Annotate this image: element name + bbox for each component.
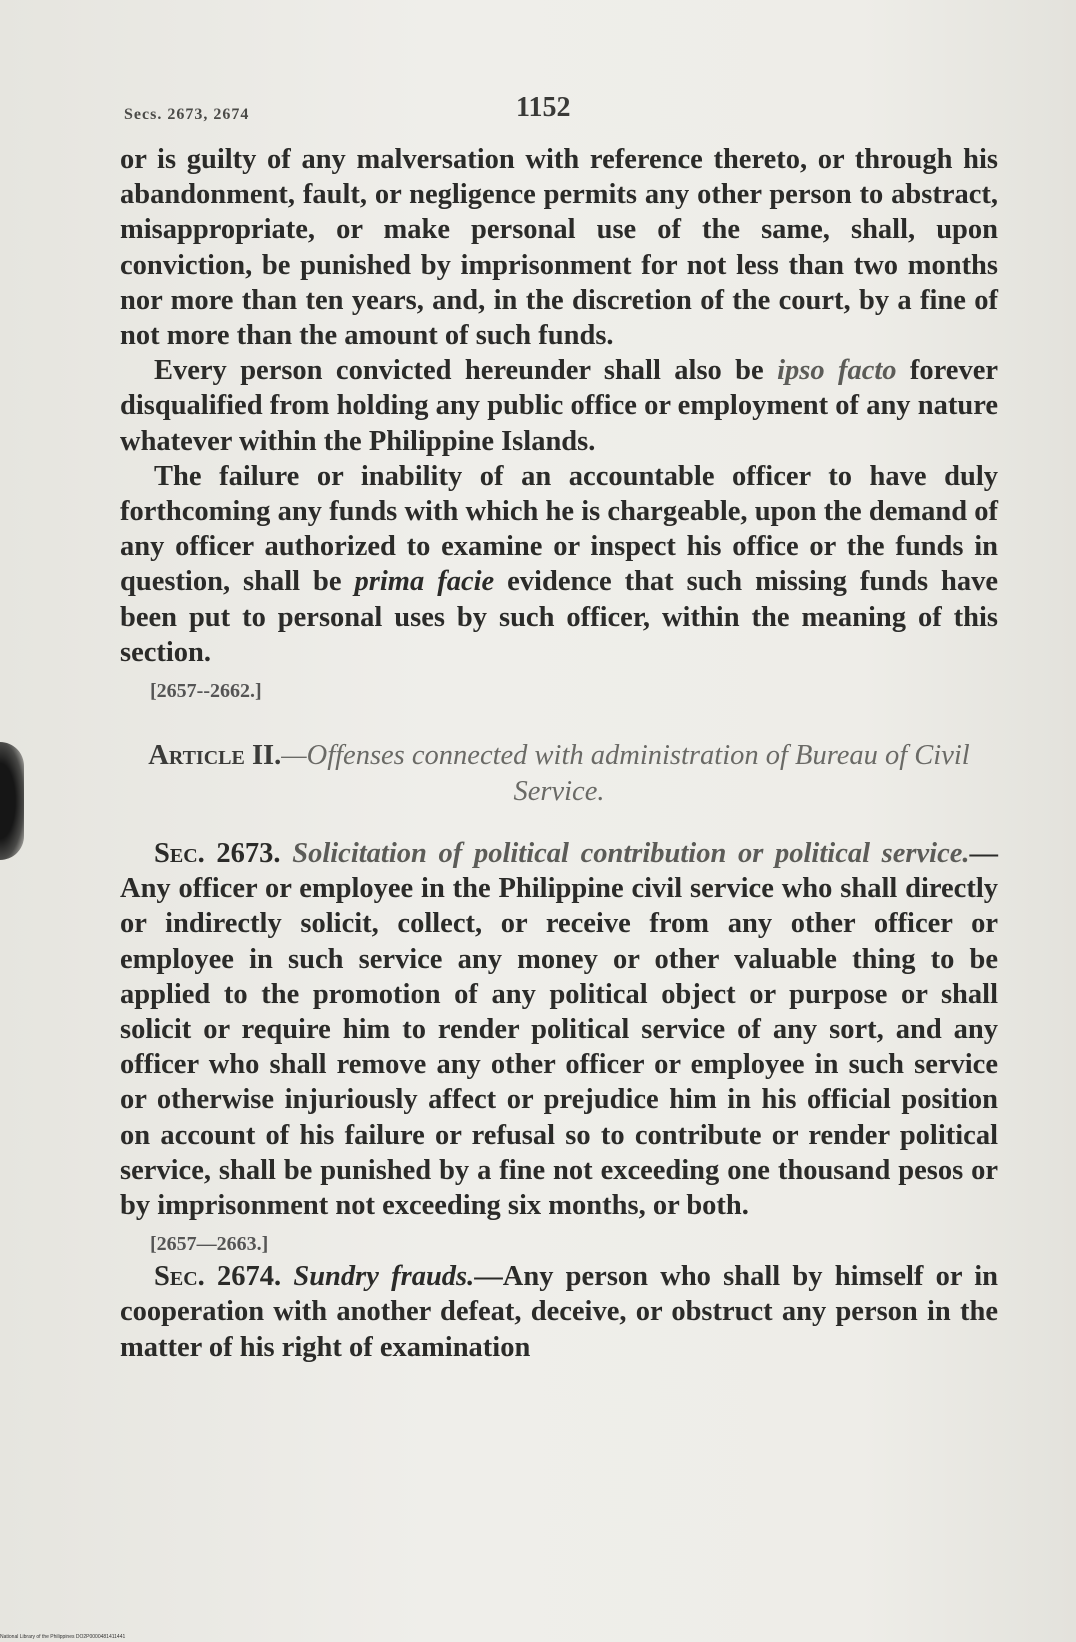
running-head — [124, 92, 984, 132]
paragraph-2-start: Every person convicted hereunder shall also be — [154, 355, 778, 387]
binding-clip-shadow — [0, 742, 24, 860]
article-heading — [120, 738, 998, 810]
section-2674-text: —Any person who shall by himself or in cooperation with another defeat, deceive, or obstruct any person in the matter of his right of examination — [120, 1261, 998, 1363]
section-2673-label: Sec. 2673. — [154, 838, 281, 870]
paragraph-2 — [120, 353, 998, 459]
paragraph-1: or is guilty of any malversation with reference thereto, or through his abandonment, fault, or negligence permits any other person to abstract, misappropriate, or make personal use of the same, shall, upon conviction, be punished by imprisonment for not less than two months nor more than ten years, and, in the discretion of the court, by a fine of not more than the amount of such funds. — [120, 144, 998, 352]
section-2674-label: Sec. 2674. — [154, 1261, 282, 1293]
section-2674 — [120, 1259, 998, 1365]
section-2674-title: Sundry frauds. — [293, 1261, 475, 1293]
article-label: Article II. — [148, 740, 282, 772]
paragraph-3-start: The failure or inability of an accountable officer to have duly forthcoming any funds with which he is chargeable, upon the demand of any officer authorized to examine or inspect his office or the funds in question, shall be — [120, 460, 998, 598]
citation-1: [2657--2662.] — [150, 680, 262, 703]
article-title: —Offenses connected with administration of Bureau of Civil Service. — [281, 740, 970, 808]
section-2673-text: —Any officer or employee in the Philippine civil service who shall directly or indirectly solicit, collect, or receive from any other officer or employee in such service any money or other valuable thing to be applied to the promotion of any political object or purpose or shall solicit or require him to render political service of any sort, and any officer who shall remove any other officer or employee in such service or otherwise injuriously affect or prejudice him in his official position on account of his failure or refusal so to contribute or render political service, shall be punished by a fine not exceeding one thousand pesos or by imprisonment not exceeding six months, or both. — [120, 838, 999, 1222]
section-2673-title: Solicitation of political contribution or political service. — [292, 838, 970, 870]
paragraph-2-italic: ipso facto — [777, 355, 897, 387]
page-number: 1152 — [516, 92, 571, 123]
paragraph-2-end: forever disqualified from holding any public office or employment of any nature whatever within the Philippine Islands. — [120, 355, 999, 457]
paragraph-3-italic: prima facie — [354, 566, 495, 598]
section-2673 — [120, 836, 998, 1223]
body-text — [120, 142, 998, 1365]
scan-footer: National Library of the Philippines DO2P0000481411441 — [0, 1634, 126, 1640]
paragraph-3 — [120, 459, 998, 670]
paragraph-3-end: evidence that such missing funds have been put to personal uses by such officer, within the meaning of this section. — [120, 566, 999, 668]
section-reference: Secs. 2673, 2674 — [124, 106, 250, 123]
citation-2: [2657—2663.] — [150, 1233, 269, 1256]
